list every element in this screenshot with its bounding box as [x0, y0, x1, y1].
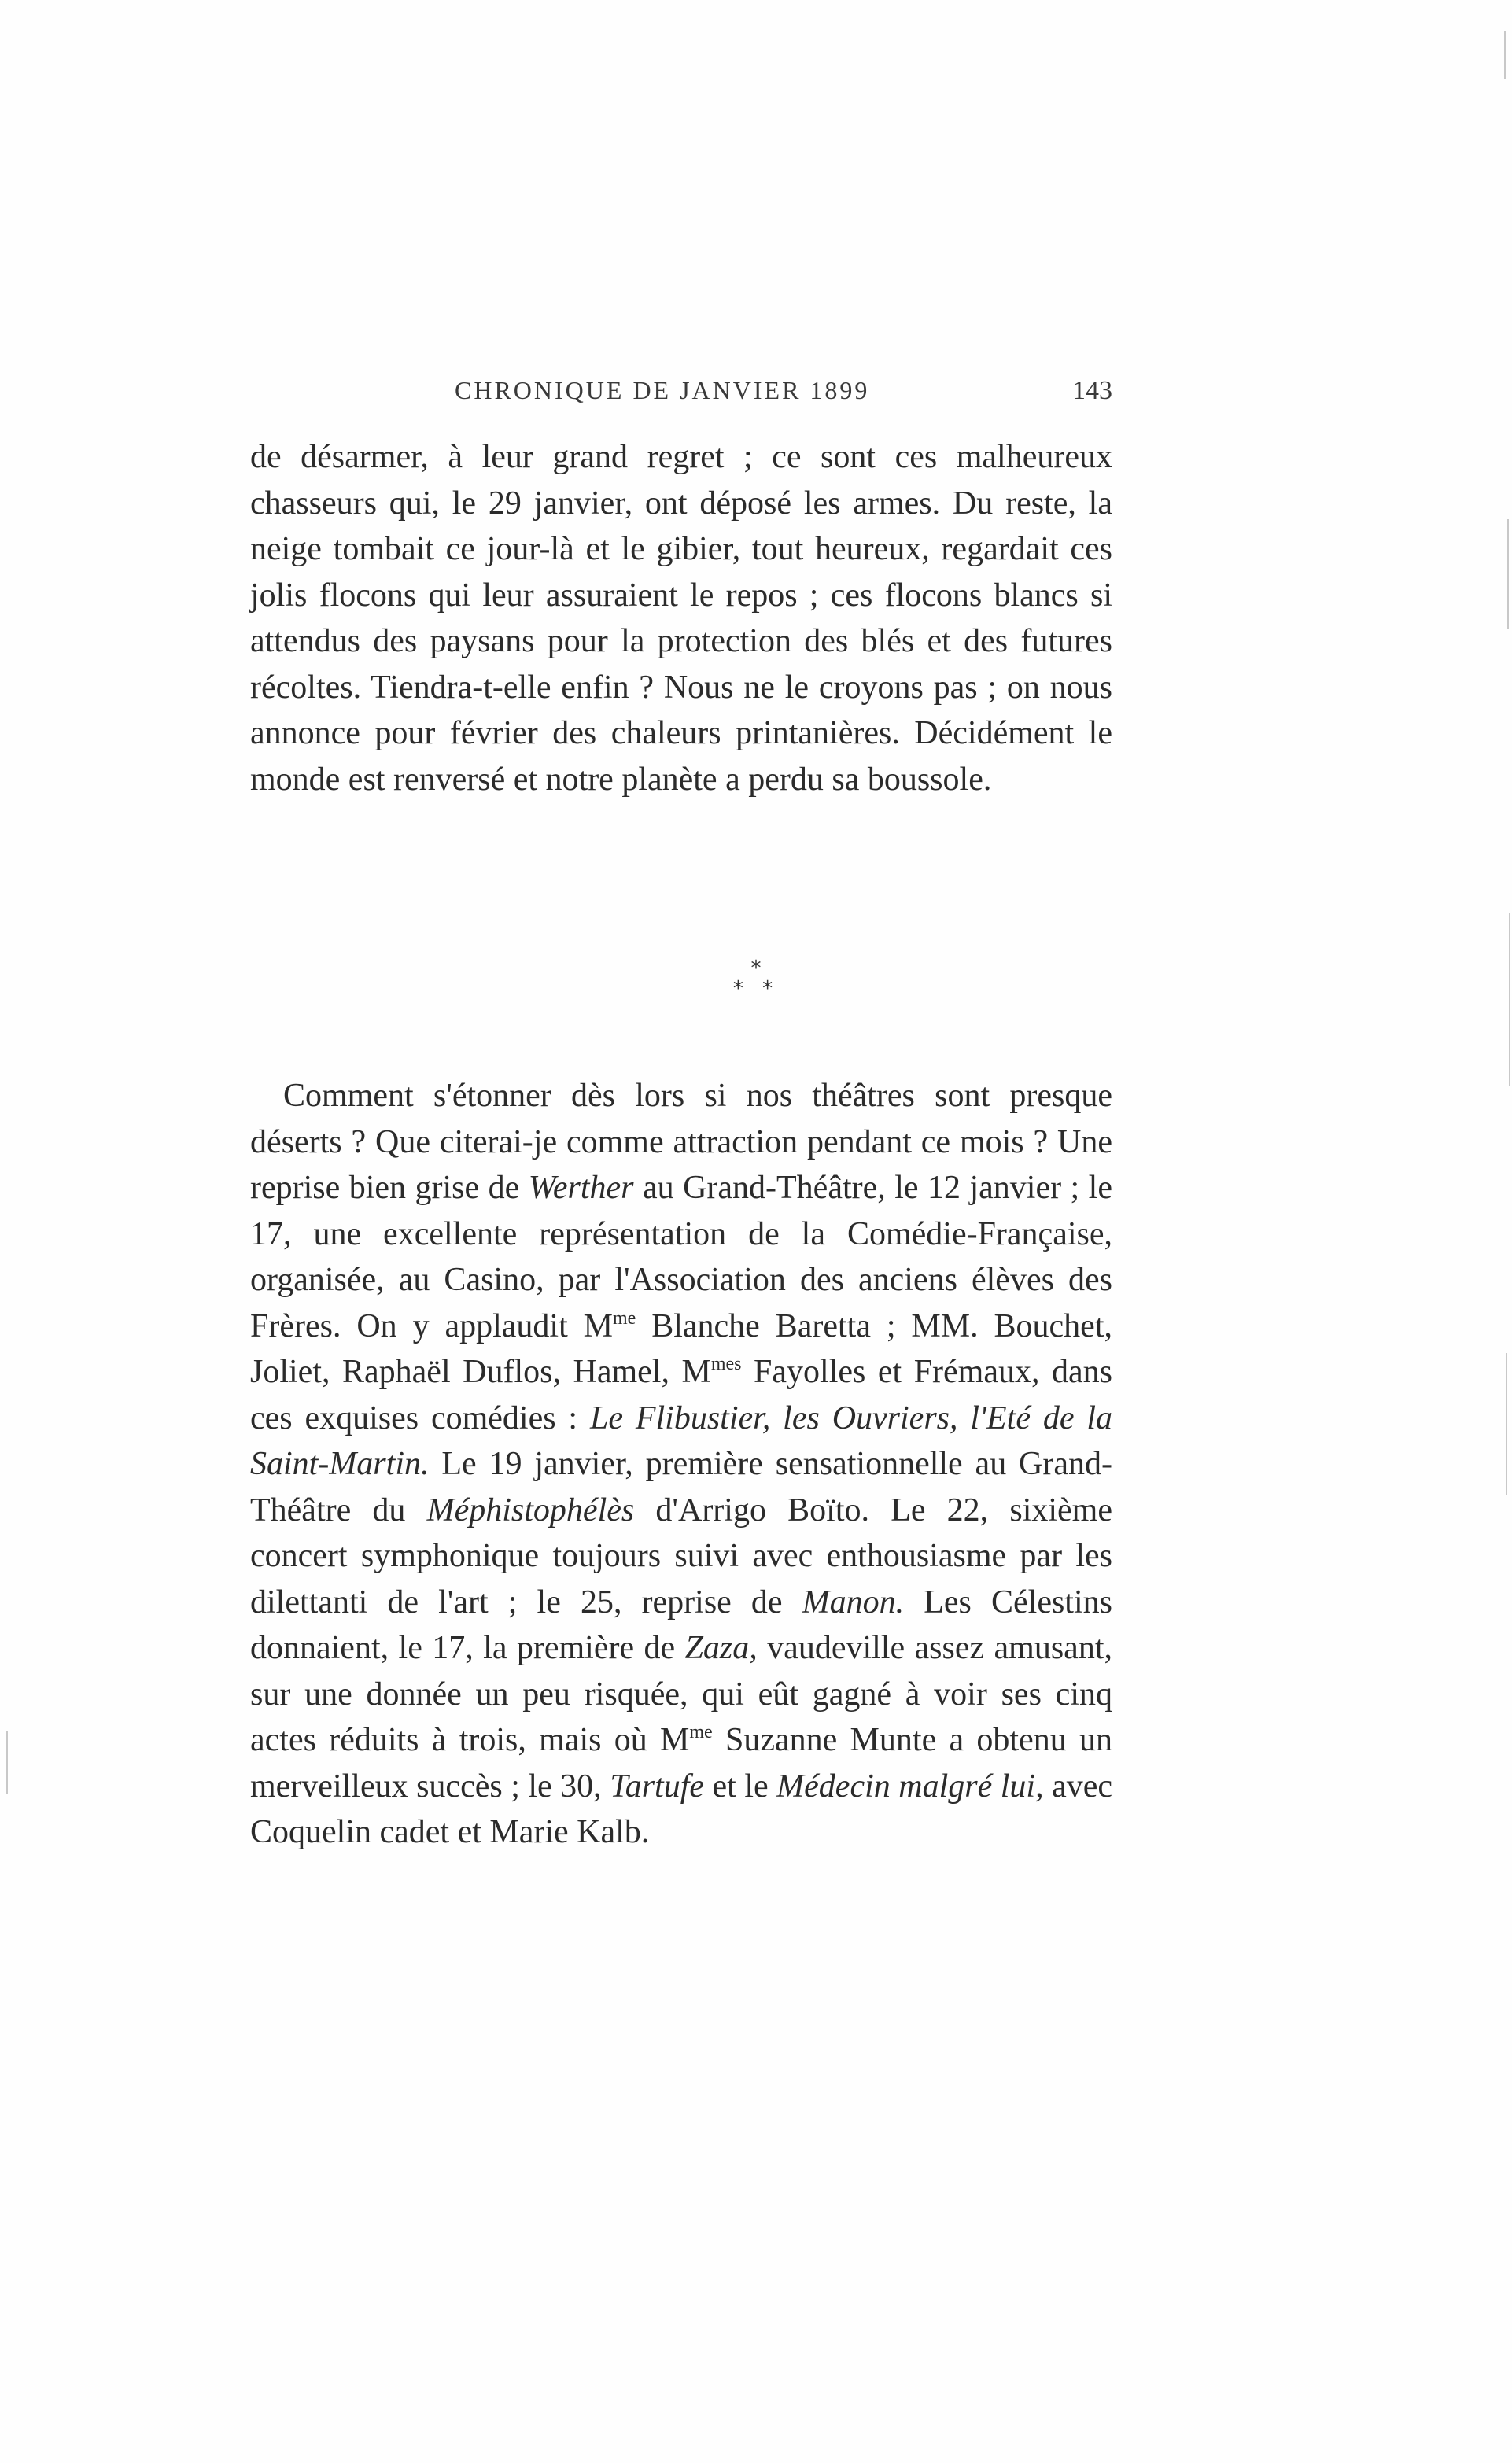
text-run: Les Célestins donnaient, le 17, la première de: [250, 1584, 1112, 1666]
text-run: Blanche Baretta ; MM. Bouchet, Joliet, Raphaël Duflos, Hamel, M: [250, 1307, 1112, 1390]
text-run: et le: [704, 1768, 777, 1805]
text-run: vaudeville assez amusant, sur une donnée un peu risquée, qui eût gagné à voir ses cinq actes réduits à trois, mais où M: [250, 1630, 1112, 1758]
text-run: d'Arrigo Boïto. Le 22, sixième concert symphonique toujours suivi avec enthousiasme par les dilettanti de l'art ; le 25, reprise de: [250, 1491, 1112, 1620]
title-plays: Le Flibustier, les Ouvriers, l'Eté de la Saint-Martin.: [250, 1399, 1112, 1482]
title-mephistopheles: Méphistophélès: [426, 1491, 635, 1528]
scan-edge-mark: [1509, 913, 1510, 1086]
text-run: Le 19 janvier, première sensationnelle au Grand-Théâtre du: [250, 1446, 1112, 1528]
text-run: avec Coquelin cadet et Marie Kalb.: [250, 1768, 1113, 1850]
title-manon: Manon.: [802, 1584, 905, 1620]
title-zaza: Zaza,: [684, 1630, 758, 1666]
text-run: au Grand-Théâtre, le 12 janvier ; le 17, une excellente représentation de la Comédie-Française, organisée, au Casino, par l'Association des anciens élèves des Frères. On y applaudit M: [250, 1170, 1112, 1344]
separator-top: *: [750, 957, 762, 980]
paragraph-1-text: de désarmer, à leur grand regret ; ce sont ces malheureux chasseurs qui, le 29 janvier, ont déposé les armes. Du reste, la neige tombait ce jour-là et le gibier, tout heureux, regardait ces jolis flocons qui leur assuraient le repos ; ces flocons blancs si attendus des paysans pour la protection des blés et des futures récoltes. Tiendra-t-elle enfin ? Nous ne le croyons pas ; on nous annonce pour février des chaleurs printanières. Décidément le monde est renversé et notre planète a perdu sa boussole.: [250, 439, 1112, 798]
paragraph-2-text: [250, 1073, 1112, 1856]
running-head: [250, 376, 1112, 423]
text-run: Comment s'étonner dès lors si nos théâtres sont presque déserts ? Que citerai-je comme attraction pendant ce mois ? Une reprise bien grise de: [250, 1078, 1112, 1206]
paragraph-1: [250, 434, 1112, 802]
paragraph-2: [250, 1073, 1112, 1856]
scan-edge-mark: [1504, 31, 1506, 79]
superscript: me: [613, 1307, 636, 1329]
superscript: mes: [710, 1354, 742, 1374]
scan-edge-mark: [1507, 519, 1509, 629]
page-number: 143: [1072, 376, 1112, 405]
scan-edge-mark: [6, 1731, 8, 1794]
title-medecin: Médecin malgré lui,: [776, 1768, 1044, 1805]
text-run: Suzanne Munte a obtenu un merveilleux succès ; le 30,: [250, 1722, 1112, 1805]
separator-bottom: * *: [732, 977, 780, 1001]
running-title: CHRONIQUE DE JANVIER 1899: [455, 376, 870, 404]
title-tartufe: Tartufe: [610, 1768, 705, 1805]
text-run: Fayolles et Frémaux, dans ces exquises comédies :: [250, 1354, 1113, 1436]
section-separator: [0, 958, 1512, 999]
title-werther: Werther: [528, 1170, 634, 1206]
superscript: me: [689, 1722, 713, 1742]
scan-edge-mark: [1506, 1353, 1507, 1495]
